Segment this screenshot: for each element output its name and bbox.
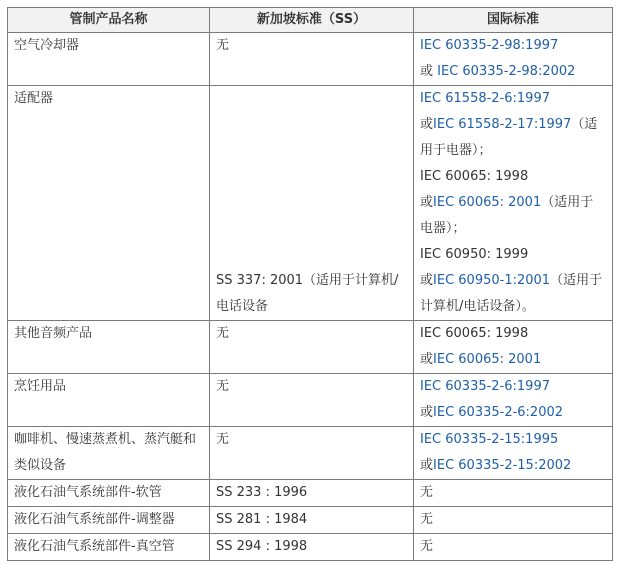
singapore-standard-cell: 无 — [210, 374, 414, 427]
product-name-cell: 咖啡机、慢速蒸煮机、蒸汽艇和类似设备 — [8, 427, 210, 480]
singapore-standard-cell: 无 — [210, 427, 414, 480]
standard-line — [420, 112, 606, 164]
standard-line — [420, 86, 606, 112]
standard-link[interactable]: IEC 60335-2-15:1995 — [420, 432, 559, 447]
standard-line — [420, 242, 606, 268]
table-row — [8, 507, 613, 534]
standard-link[interactable]: IEC 60335-2-15:2002 — [433, 458, 572, 473]
standard-line — [420, 507, 606, 533]
standard-line — [420, 400, 606, 426]
singapore-standard-cell: 无 — [210, 321, 414, 374]
table-row — [8, 427, 613, 480]
standard-text: 或 — [420, 458, 434, 473]
international-standard-cell — [414, 33, 613, 86]
standard-line — [420, 190, 606, 242]
table-row — [8, 480, 613, 507]
standard-text: 或 — [420, 64, 438, 79]
international-standard-cell — [414, 534, 613, 561]
standard-link[interactable]: IEC 61558-2-6:1997 — [420, 91, 550, 106]
standard-line — [420, 534, 606, 560]
singapore-standard-cell: SS 281 : 1984 — [210, 507, 414, 534]
standard-line — [420, 59, 606, 85]
table-row — [8, 321, 613, 374]
standard-link[interactable]: IEC 60335-2-6:2002 — [433, 405, 564, 420]
standard-line — [420, 268, 606, 320]
standard-text: （适用于计算机/电话设备）。 — [420, 273, 603, 314]
standard-text: IEC 60065: 1998 — [420, 169, 529, 184]
product-name-cell: 适配器 — [8, 86, 210, 321]
international-standard-cell — [414, 427, 613, 480]
product-name-cell: 液化石油气系统部件-调整器 — [8, 507, 210, 534]
table-row — [8, 33, 613, 86]
standard-text: IEC 60950: 1999 — [420, 247, 529, 262]
singapore-standard-cell: 无 — [210, 33, 414, 86]
header-row — [8, 8, 613, 33]
header-singapore-standard: 新加坡标准（SS） — [210, 8, 414, 33]
header-international-standard: 国际标准 — [414, 8, 613, 33]
standard-line — [420, 427, 606, 453]
standard-text: 或 — [420, 117, 434, 132]
standard-text: 或 — [420, 352, 434, 367]
international-standard-cell — [414, 86, 613, 321]
standard-text: 或 — [420, 405, 434, 420]
standard-text: 或 — [420, 273, 434, 288]
standard-text: IEC 60065: 1998 — [420, 326, 529, 341]
standard-link[interactable]: IEC 61558-2-17:1997 — [433, 117, 572, 132]
standard-text: （适用于电器）； — [420, 117, 598, 158]
standard-text: 无 — [420, 512, 434, 527]
standard-line — [420, 480, 606, 506]
standards-table — [7, 7, 613, 561]
product-name-cell: 空气冷却器 — [8, 33, 210, 86]
standard-text: 无 — [420, 485, 434, 500]
product-name-cell: 液化石油气系统部件-真空管 — [8, 534, 210, 561]
international-standard-cell — [414, 480, 613, 507]
standard-line — [420, 164, 606, 190]
standard-link[interactable]: IEC 60335-2-98:2002 — [437, 64, 576, 79]
table-row — [8, 374, 613, 427]
standard-line — [420, 33, 606, 59]
standard-link[interactable]: IEC 60065: 2001 — [433, 195, 542, 210]
product-name-cell: 液化石油气系统部件-软管 — [8, 480, 210, 507]
standard-line — [420, 347, 606, 373]
product-name-cell: 烹饪用品 — [8, 374, 210, 427]
standard-line — [420, 321, 606, 347]
international-standard-cell — [414, 321, 613, 374]
standard-link[interactable]: IEC 60065: 2001 — [433, 352, 542, 367]
product-name-cell: 其他音频产品 — [8, 321, 210, 374]
standard-link[interactable]: IEC 60335-2-6:1997 — [420, 379, 550, 394]
table-header — [8, 8, 613, 33]
table-body — [8, 33, 613, 561]
singapore-standard-cell: SS 233 : 1996 — [210, 480, 414, 507]
singapore-standard-cell: SS 294 : 1998 — [210, 534, 414, 561]
table-row — [8, 534, 613, 561]
standard-line — [420, 374, 606, 400]
standard-link[interactable]: IEC 60950-1:2001 — [433, 273, 551, 288]
header-product-name: 管制产品名称 — [8, 8, 210, 33]
standard-link[interactable]: IEC 60335-2-98:1997 — [420, 38, 559, 53]
standard-text: 无 — [420, 539, 434, 554]
standard-text: 或 — [420, 195, 434, 210]
standard-text: （适用于电器）； — [420, 195, 594, 236]
table-row — [8, 86, 613, 321]
international-standard-cell — [414, 507, 613, 534]
singapore-standard-cell: SS 337: 2001（适用于计算机/电话设备 — [210, 86, 414, 321]
standard-line — [420, 453, 606, 479]
international-standard-cell — [414, 374, 613, 427]
